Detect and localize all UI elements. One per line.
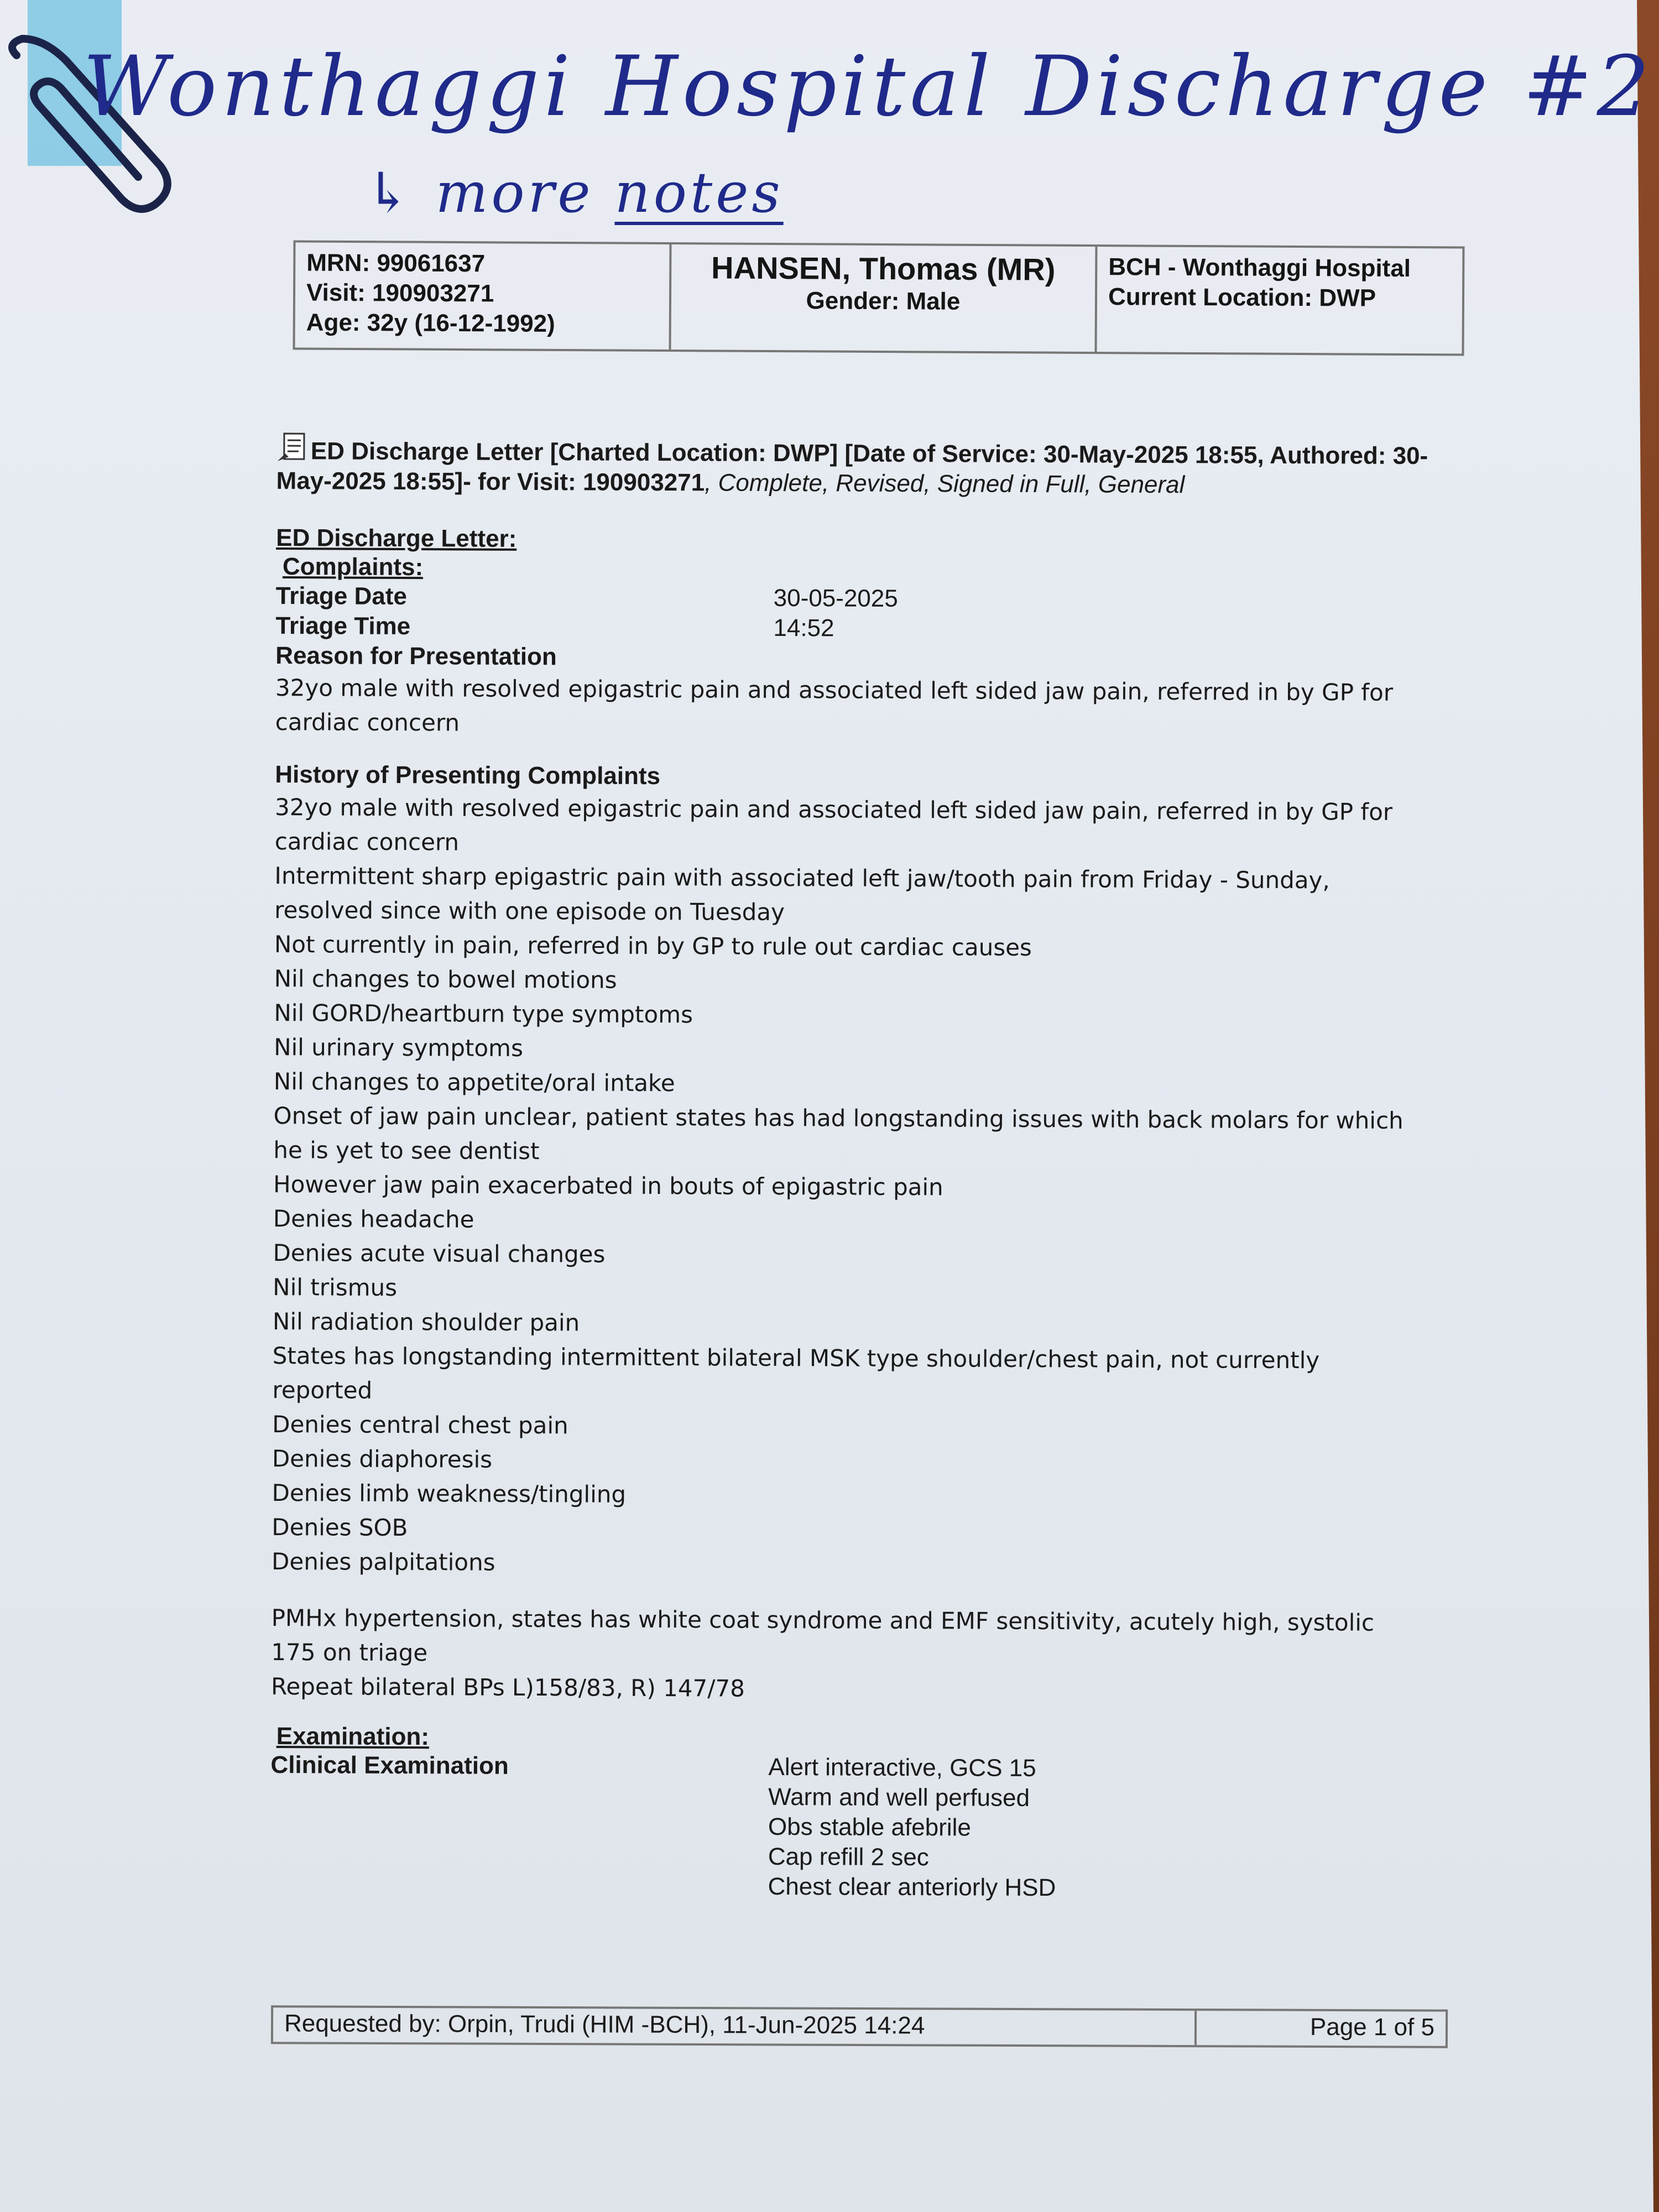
history-line: Nil changes to appetite/oral intake	[273, 1067, 675, 1097]
exam-finding: Cap refill 2 sec	[768, 1843, 929, 1871]
letter-heading	[276, 431, 1465, 501]
page-number: Page 1 of 5	[1310, 2013, 1435, 2041]
header-ids	[295, 242, 672, 349]
history-line: Nil changes to bowel motions	[274, 964, 617, 994]
page-footer	[271, 2005, 1448, 2048]
mrn: MRN: 99061637	[306, 249, 486, 278]
history-line: Intermittent sharp epigastric pain with associated left jaw/tooth pain from Friday - Sunday, resolved since with one episode on Tuesday	[274, 862, 1330, 926]
clinical-exam-label: Clinical Examination	[270, 1751, 509, 1780]
age: Age: 32y (16-12-1992)	[306, 309, 555, 337]
clinical-exam-findings	[768, 1752, 1056, 1903]
history-list	[272, 790, 1408, 1584]
exam-finding: Alert interactive, GCS 15	[768, 1753, 1036, 1782]
letter-heading-main: ED Discharge Letter [Charted Location: DWP] [Date of Service: 30-May-2025 18:55, Authored: 30-May-2025 18:55]- for Visit: 190903271	[276, 437, 1428, 497]
requested-by: Requested by: Orpin, Trudi (HIM -BCH), 11-Jun-2025 14:24	[273, 2007, 1197, 2045]
history-line: Denies SOB	[272, 1513, 408, 1542]
history-line: Denies limb weakness/tingling	[272, 1479, 627, 1508]
history-line: Onset of jaw pain unclear, patient states has had longstanding issues with back molars for which he is yet to see dentist	[273, 1102, 1404, 1165]
clinical-exam-row	[270, 1750, 1459, 1905]
history-title: History of Presenting Complaints	[275, 760, 661, 790]
handwritten-note	[365, 160, 784, 225]
patient-name: HANSEN, Thomas (MR)	[711, 250, 1056, 287]
visit-number: Visit: 190903271	[306, 279, 494, 307]
exam-finding: Obs stable afebrile	[768, 1813, 971, 1841]
reason-label: Reason for Presentation	[275, 641, 557, 671]
pmhx-line: PMHx hypertension, states has white coat syndrome and EMF sensitivity, acutely high, systolic 175 on triage	[271, 1604, 1375, 1667]
handwritten-title: Wonthaggi Hospital Discharge #2	[83, 39, 1654, 135]
handwritten-underlined-word: notes	[614, 160, 784, 225]
history-line: However jaw pain exacerbated in bouts of epigastric pain	[273, 1170, 943, 1201]
history-line: Denies palpitations	[271, 1547, 495, 1576]
letter-body	[270, 431, 1465, 1905]
exam-finding: Chest clear anteriorly HSD	[768, 1872, 1056, 1902]
history-line: Nil urinary symptoms	[274, 1033, 524, 1062]
header-patient	[671, 244, 1098, 352]
patient-header	[293, 240, 1464, 356]
pmhx-block	[271, 1601, 1422, 1709]
header-facility	[1097, 247, 1462, 353]
examination-title: Examination:	[276, 1723, 430, 1751]
arrow-icon: ↳	[365, 160, 415, 225]
facility-name: BCH - Wonthaggi Hospital	[1108, 253, 1411, 283]
section-title: ED Discharge Letter:	[276, 524, 517, 552]
history-line: Denies central chest pain	[272, 1410, 568, 1439]
pmhx-line: Repeat bilateral BPs L)158/83, R) 147/78	[270, 1672, 745, 1702]
handwritten-word: more	[435, 160, 594, 225]
exam-finding: Warm and well perfused	[768, 1783, 1030, 1812]
letter-heading-status: , Complete, Revised, Signed in Full, General	[705, 469, 1185, 499]
history-line: Denies acute visual changes	[273, 1239, 606, 1268]
triage-time-value: 14:52	[773, 614, 834, 642]
gender: Gender: Male	[806, 287, 961, 315]
history-line: Denies headache	[273, 1204, 474, 1233]
history-line: Nil radiation shoulder pain	[272, 1307, 580, 1337]
triage-time-row	[275, 611, 1464, 646]
current-location: Current Location: DWP	[1108, 283, 1376, 312]
triage-time-label: Triage Time	[275, 612, 411, 640]
document-icon	[276, 431, 307, 462]
triage-date-value: 30-05-2025	[773, 584, 898, 612]
triage-date-row	[276, 581, 1465, 616]
history-line: Nil trismus	[273, 1273, 398, 1301]
history-line: Nil GORD/heartburn type symptoms	[274, 999, 693, 1029]
triage-date-label: Triage Date	[275, 582, 408, 611]
history-line: Denies diaphoresis	[272, 1444, 493, 1473]
history-line: Not currently in pain, referred in by GP to rule out cardiac causes	[274, 930, 1032, 961]
history-line: 32yo male with resolved epigastric pain and associated left sided jaw pain, referred in by GP for cardiac concern	[274, 793, 1393, 856]
reason-text: 32yo male with resolved epigastric pain and associated left sided jaw pain, referred in by GP for cardiac concern	[275, 674, 1394, 737]
complaints-title: Complaints:	[282, 553, 424, 581]
history-line: States has longstanding intermittent bilateral MSK type shoulder/chest pain, not currently reported	[272, 1342, 1320, 1404]
